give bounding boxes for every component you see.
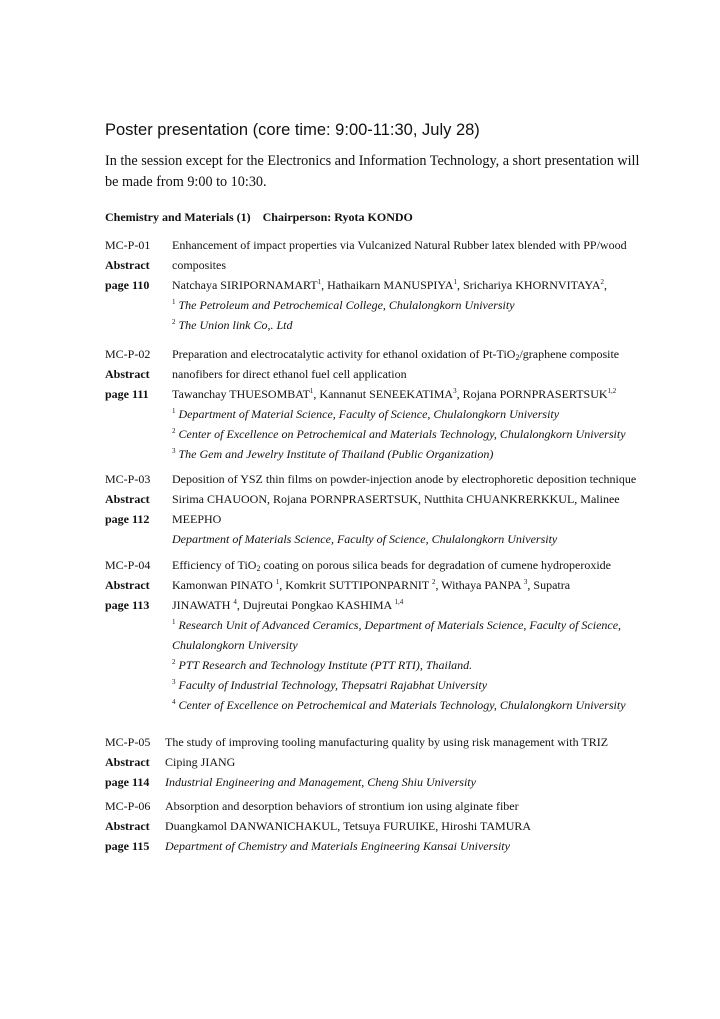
- entry-affiliation: $^3$ Faculty of Industrial Technology, Thepsatri Rajabhat University: [172, 678, 488, 692]
- entry-authors: Ciping JIANG: [165, 755, 236, 769]
- page-ref: page 110: [105, 278, 150, 292]
- entry-authors-cont: JINAWATH $^4$, Dujreutai Pongkao KASHIMA $^{1,4}$: [172, 598, 404, 612]
- entry-labels: [105, 732, 169, 792]
- abstract-link[interactable]: Abstract: [105, 492, 150, 506]
- abstract-link[interactable]: Abstract: [105, 755, 150, 769]
- page-ref: page 111: [105, 387, 149, 401]
- entry-labels: [105, 344, 169, 404]
- entry-title: The study of improving tooling manufacturing quality by using risk management with TRIZ: [165, 735, 609, 749]
- entry-authors: Kamonwan PINATO $^1$, Komkrit SUTTIPONPARNIT $^2$, Withaya PANPA $^3$, Supatra: [172, 578, 571, 592]
- session-chair: Chairperson: Ryota KONDO: [262, 210, 413, 224]
- entry-authors: Tawanchay THUESOMBAT$^1$, Kannanut SENEEKATIMA$^3$, Rojana PORNPRASERTSUK$^{1,2}$: [172, 387, 617, 401]
- abstract-link[interactable]: Abstract: [105, 578, 150, 592]
- poster-id: MC-P-06: [105, 799, 151, 813]
- entry-affiliation: $^2$ PTT Research and Technology Institute (PTT RTI), Thailand.: [172, 658, 473, 672]
- abstract-link[interactable]: Abstract: [105, 819, 150, 833]
- entry-affiliation: $^1$ Department of Material Science, Faculty of Science, Chulalongkorn University: [172, 407, 560, 421]
- entry-affiliation: $^2$ Center of Excellence on Petrochemical and Materials Technology, Chulalongkorn University: [172, 427, 626, 441]
- entry-affiliation: $^3$ The Gem and Jewelry Institute of Thailand (Public Organization): [172, 447, 494, 461]
- abstract-link[interactable]: Abstract: [105, 367, 150, 381]
- entry-affiliation: Department of Chemistry and Materials Engineering Kansai University: [165, 839, 510, 853]
- session-title: Chemistry and Materials (1): [105, 210, 251, 224]
- entry-title: Enhancement of impact properties via Vulcanized Natural Rubber latex blended with PP/wood: [172, 238, 627, 252]
- entry-labels: [105, 555, 169, 615]
- poster-id: MC-P-02: [105, 347, 151, 361]
- poster-id: MC-P-03: [105, 472, 151, 486]
- entry-affiliation: $^1$ The Petroleum and Petrochemical College, Chulalongkorn University: [172, 298, 515, 312]
- entry-authors: Sirima CHAUOON, Rojana PORNPRASERTSUK, Nutthita CHUANKRERKKUL, Malinee: [172, 492, 620, 506]
- entry-title: Absorption and desorption behaviors of strontium ion using alginate fiber: [165, 799, 519, 813]
- entry-title: Efficiency of TiO$_2$ coating on porous silica beads for degradation of cumene hydroperoxide: [172, 558, 612, 573]
- entry-authors: Duangkamol DANWANICHAKUL, Tetsuya FURUIKE, Hiroshi TAMURA: [165, 819, 532, 833]
- entry-title: Preparation and electrocatalytic activity for ethanol oxidation of Pt-TiO$_2$/graphene composite: [172, 347, 620, 362]
- entry-title-cont: composites: [172, 258, 226, 272]
- entry-labels: [105, 235, 169, 295]
- entry-affiliation: Industrial Engineering and Management, Cheng Shiu University: [165, 775, 476, 789]
- entry-authors-cont: MEEPHO: [172, 512, 222, 526]
- page-ref: page 114: [105, 775, 150, 789]
- entry-affiliation-cont: Chulalongkorn University: [172, 638, 298, 652]
- entry-affiliation: $^1$ Research Unit of Advanced Ceramics, Department of Materials Science, Faculty of Science,: [172, 618, 622, 632]
- page-ref: page 112: [105, 512, 150, 526]
- entry-content: [165, 796, 665, 856]
- entry-title: Deposition of YSZ thin films on powder-injection anode by electrophoretic deposition technique: [172, 472, 637, 486]
- poster-id: MC-P-04: [105, 558, 151, 572]
- abstract-link[interactable]: Abstract: [105, 258, 150, 272]
- session-header: [105, 210, 413, 225]
- page-ref: page 115: [105, 839, 150, 853]
- entry-affiliation: $^4$ Center of Excellence on Petrochemical and Materials Technology, Chulalongkorn University: [172, 698, 626, 712]
- poster-id: MC-P-05: [105, 735, 151, 749]
- entry-labels: [105, 796, 169, 856]
- entry-affiliation: Department of Materials Science, Faculty of Science, Chulalongkorn University: [172, 532, 558, 546]
- page-ref: page 113: [105, 598, 150, 612]
- entry-title-cont: nanofibers for direct ethanol fuel cell application: [172, 367, 407, 381]
- entry-content: [172, 469, 672, 549]
- entry-content: [172, 344, 672, 464]
- intro-paragraph: In the session except for the Electronics and Information Technology, a short presentation will be made from 9:00 to 10:30.: [105, 153, 640, 190]
- page-heading: Poster presentation (core time: 9:00-11:30, July 28): [105, 121, 480, 139]
- entry-content: [165, 732, 665, 792]
- entry-authors: Natchaya SIRIPORNAMART$^1$, Hathaikarn MANUSPIYA$^1$, Srichariya KHORNVITAYA$^2$,: [172, 278, 608, 292]
- entry-affiliation: $^2$ The Union link Co,. Ltd: [172, 318, 293, 332]
- entry-content: [172, 555, 672, 715]
- poster-id: MC-P-01: [105, 238, 151, 252]
- entry-labels: [105, 469, 169, 529]
- entry-content: [172, 235, 672, 335]
